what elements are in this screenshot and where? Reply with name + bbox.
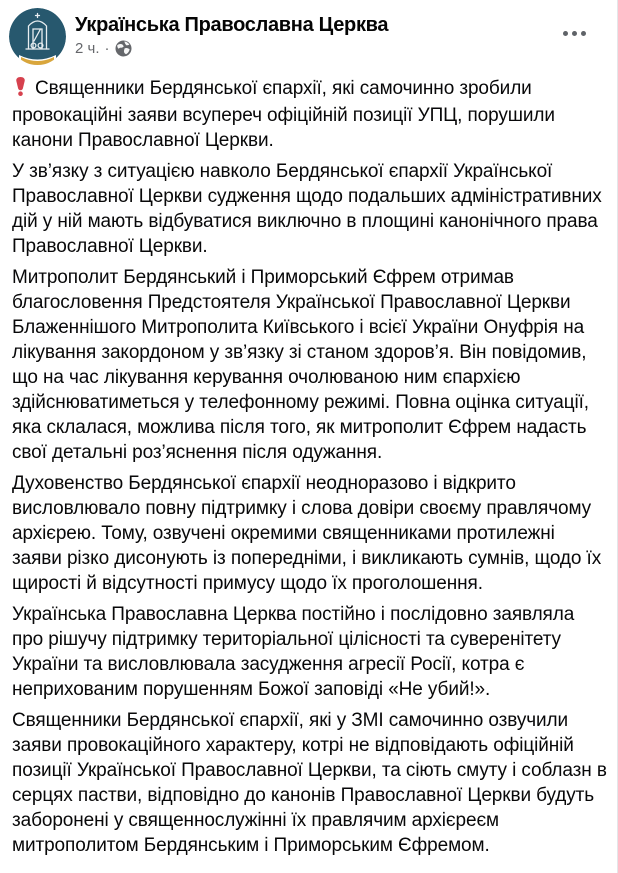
header-info [75,8,388,58]
post-paragraph: Митрополит Бердянський і Приморський Єфрем отримав благословення Предстоятеля Української Православної Церкви Блаженнішого Митрополита Київського і всієї України Онуфрія на лікування закордоном у зв’язку зі станом здоров’я. Він повідомив, що на час лікування керування очолюваною ним єпархією здійснюватиметься у телефонному режимі. Повна оцінка ситуації, яка склалася, можлива після того, як митрополит Єфрем надасть свої детальні роз’яснення після одужання. [12,267,589,463]
post-paragraph: Духовенство Бердянської єпархії неодноразово і відкрито висловлювало повну підтримку і слова довіри своєму правлячому архієрею. Тому, озвучені окремими священниками протилежні заяви різко дисонують із попередніми, і викликають сумнів, щодо їх щирості й відсутності примусу щодо їх проголошення. [12,473,602,594]
page-name[interactable]: Українська Православна Церква [75,14,389,36]
post-paragraph [12,76,609,153]
menu-dot [572,31,577,36]
church-monogram-icon [9,8,66,65]
post-meta [75,39,388,58]
timestamp[interactable]: 2 ч. [75,40,100,57]
globe-public-icon [115,40,132,57]
post-text [0,65,617,858]
meta-separator: · [104,40,110,57]
post-paragraph: У зв’язку з ситуацією навколо Бердянської єпархії Української Православної Церкви судження щодо подальших адміністративних дій у ній мають відбуватися виключно в площині канонічного права Православної Церкви. [12,161,602,257]
red-exclamation-emoji [13,77,28,103]
avatar[interactable] [9,8,66,65]
post-header [0,0,617,65]
menu-dot [581,31,586,36]
post-paragraph-text: Священники Бердянської єпархії, які самочинно зробили провокаційні заяви всупереч офіційній позиції УПЦ, порушили канони Православної Церкви. [12,78,555,151]
post-menu-button[interactable] [557,20,591,46]
post-paragraph: Священники Бердянської єпархії, які у ЗМІ самочинно озвучили заяви провокаційного характеру, котрі не відповідають офіційній позиції Української Православної Церкви, та сіють смуту і соблазн в серцях пастви, відповідно до канонів Православної Церкви будуть заборонені у священнослужінні їх правлячим архієреєм митрополитом Бердянським і Приморським Єфремом. [12,710,607,856]
menu-dot [563,31,568,36]
post-paragraph: Українська Православна Церква постійно і послідовно заявляла про рішучу підтримку територіальної цілісності та суверенітету України та висловлювала засудження агресії Росії, котра є неприхованим порушенням Божої заповіді «Не убий!». [12,604,575,700]
